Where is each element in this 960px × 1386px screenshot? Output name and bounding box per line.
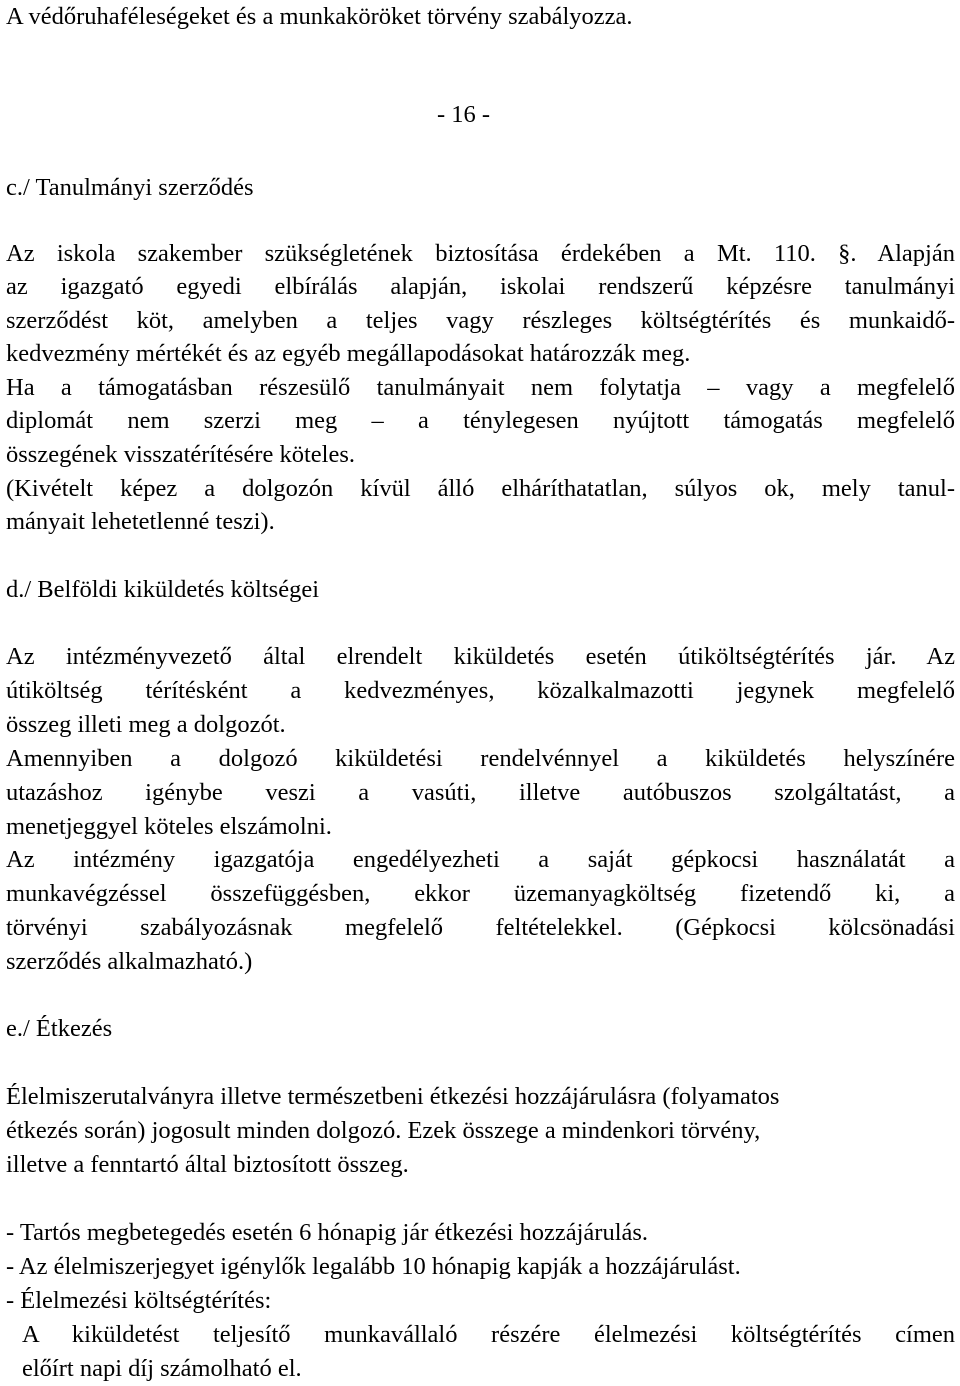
paragraph-line: A kiküldetést teljesítő munkavállaló részére élelmezési költségtérítés címen bbox=[22, 1321, 955, 1348]
paragraph-line: illetve a fenntartó által biztosított összeg. bbox=[6, 1151, 409, 1178]
paragraph-line: előírt napi díj számolható el. bbox=[22, 1355, 302, 1382]
paragraph-line: útiköltség térítésként a kedvezményes, közalkalmazotti jegynek megfelelő bbox=[6, 677, 955, 704]
list-item: - Az élelmiszerjegyet igénylők legalább 10 hónapig kapják a hozzájárulást. bbox=[6, 1253, 741, 1280]
paragraph-line: étkezés során) jogosult minden dolgozó. Ezek összege a mindenkori törvény, bbox=[6, 1117, 761, 1144]
paragraph-line: törvényi szabályozásnak megfelelő feltételekkel. (Gépkocsi kölcsönadási bbox=[6, 914, 955, 941]
intro-line: A védőruhaféleségeket és a munkaköröket törvény szabályozza. bbox=[6, 3, 633, 30]
paragraph-line: összegének visszatérítésére köteles. bbox=[6, 441, 355, 468]
paragraph-line: Élelmiszerutalványra illetve természetbeni étkezési hozzájárulásra (folyamatos bbox=[6, 1083, 780, 1110]
paragraph-line: menetjeggyel köteles elszámolni. bbox=[6, 813, 332, 840]
paragraph-line: Az iskola szakember szükségletének biztosítása érdekében a Mt. 110. §. Alapján bbox=[6, 240, 955, 267]
paragraph-line: szerződést köt, amelyben a teljes vagy részleges költségtérítés és munkaidő- bbox=[6, 307, 955, 334]
paragraph-line: Az intézményvezető által elrendelt kiküldetés esetén útiköltségtérítés jár. Az bbox=[6, 643, 955, 670]
paragraph-line: Ha a támogatásban részesülő tanulmányait nem folytatja – vagy a megfelelő bbox=[6, 374, 955, 401]
list-item: - Tartós megbetegedés esetén 6 hónapig jár étkezési hozzájárulás. bbox=[6, 1219, 649, 1246]
paragraph-line: szerződés alkalmazható.) bbox=[6, 948, 253, 975]
paragraph-line: utazáshoz igénybe veszi a vasúti, illetve autóbuszos szolgáltatást, a bbox=[6, 779, 955, 806]
page-number: - 16 - bbox=[437, 101, 491, 128]
paragraph-line: munkavégzéssel összefüggésben, ekkor üzemanyagköltség fizetendő ki, a bbox=[6, 880, 955, 907]
paragraph-line: diplomát nem szerzi meg – a ténylegesen nyújtott támogatás megfelelő bbox=[6, 407, 955, 434]
section-d-heading: d./ Belföldi kiküldetés költségei bbox=[6, 576, 320, 603]
paragraph-line: mányait lehetetlenné teszi). bbox=[6, 508, 275, 535]
paragraph-line: kedvezmény mértékét és az egyéb megállapodásokat határozzák meg. bbox=[6, 340, 691, 367]
paragraph-line: összeg illeti meg a dolgozót. bbox=[6, 711, 286, 738]
paragraph-line: az igazgató egyedi elbírálás alapján, iskolai rendszerű képzésre tanulmányi bbox=[6, 273, 955, 300]
list-item: - Élelmezési költségtérítés: bbox=[6, 1287, 272, 1314]
paragraph-line: Amennyiben a dolgozó kiküldetési rendelvénnyel a kiküldetés helyszínére bbox=[6, 745, 955, 772]
paragraph-line: (Kivételt képez a dolgozón kívül álló elháríthatatlan, súlyos ok, mely tanul- bbox=[6, 475, 955, 502]
section-c-heading: c./ Tanulmányi szerződés bbox=[6, 174, 254, 201]
paragraph-line: Az intézmény igazgatója engedélyezheti a saját gépkocsi használatát a bbox=[6, 846, 955, 873]
section-e-heading: e./ Étkezés bbox=[6, 1015, 113, 1042]
